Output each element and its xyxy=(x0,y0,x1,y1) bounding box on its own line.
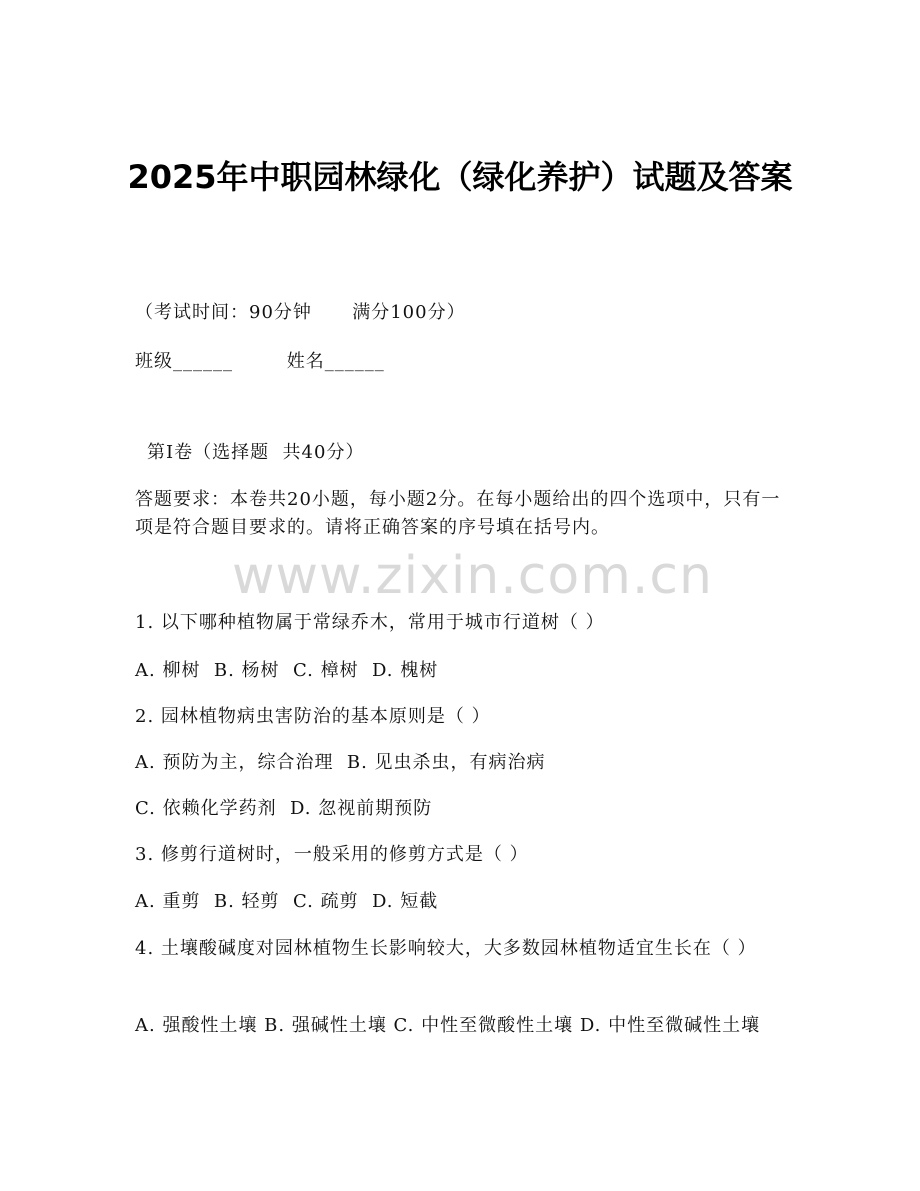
document-title: 2025年中职园林绿化（绿化养护）试题及答案 xyxy=(127,158,793,196)
class-name-line: 班级______ 姓名______ xyxy=(135,351,385,372)
question-3-options: A. 重剪 B. 轻剪 C. 疏剪 D. 短截 xyxy=(135,891,439,912)
question-2-stem: 2. 园林植物病虫害防治的基本原则是（ ） xyxy=(135,706,491,727)
watermark: www.zixin.com.cn xyxy=(232,546,713,606)
question-3-stem: 3. 修剪行道树时，一般采用的修剪方式是（ ） xyxy=(135,844,529,865)
question-2-options-line-1: A. 预防为主，综合治理 B. 见虫杀虫，有病治病 xyxy=(135,752,546,773)
instructions: 答题要求：本卷共20小题，每小题2分。在每小题给出的四个选项中，只有一项是符合题目要求的。请将正确答案的序号填在括号内。 xyxy=(135,489,781,538)
question-4-stem: 4. 土壤酸碱度对园林植物生长影响较大，大多数园林植物适宜生长在（ ） xyxy=(135,938,757,959)
exam-info: （考试时间：90分钟 满分100分） xyxy=(135,302,466,323)
question-1-stem: 1. 以下哪种植物属于常绿乔木，常用于城市行道树（ ） xyxy=(135,612,605,633)
question-2-options-line-2: C. 依赖化学药剂 D. 忽视前期预防 xyxy=(135,798,433,819)
question-1-options: A. 柳树 B. 杨树 C. 樟树 D. 槐树 xyxy=(135,660,439,681)
question-4-options: A. 强酸性土壤 B. 强碱性土壤 C. 中性至微酸性土壤 D. 中性至微碱性土壤 xyxy=(135,1015,761,1036)
section-header: 第I卷（选择题 共40分） xyxy=(147,442,365,463)
